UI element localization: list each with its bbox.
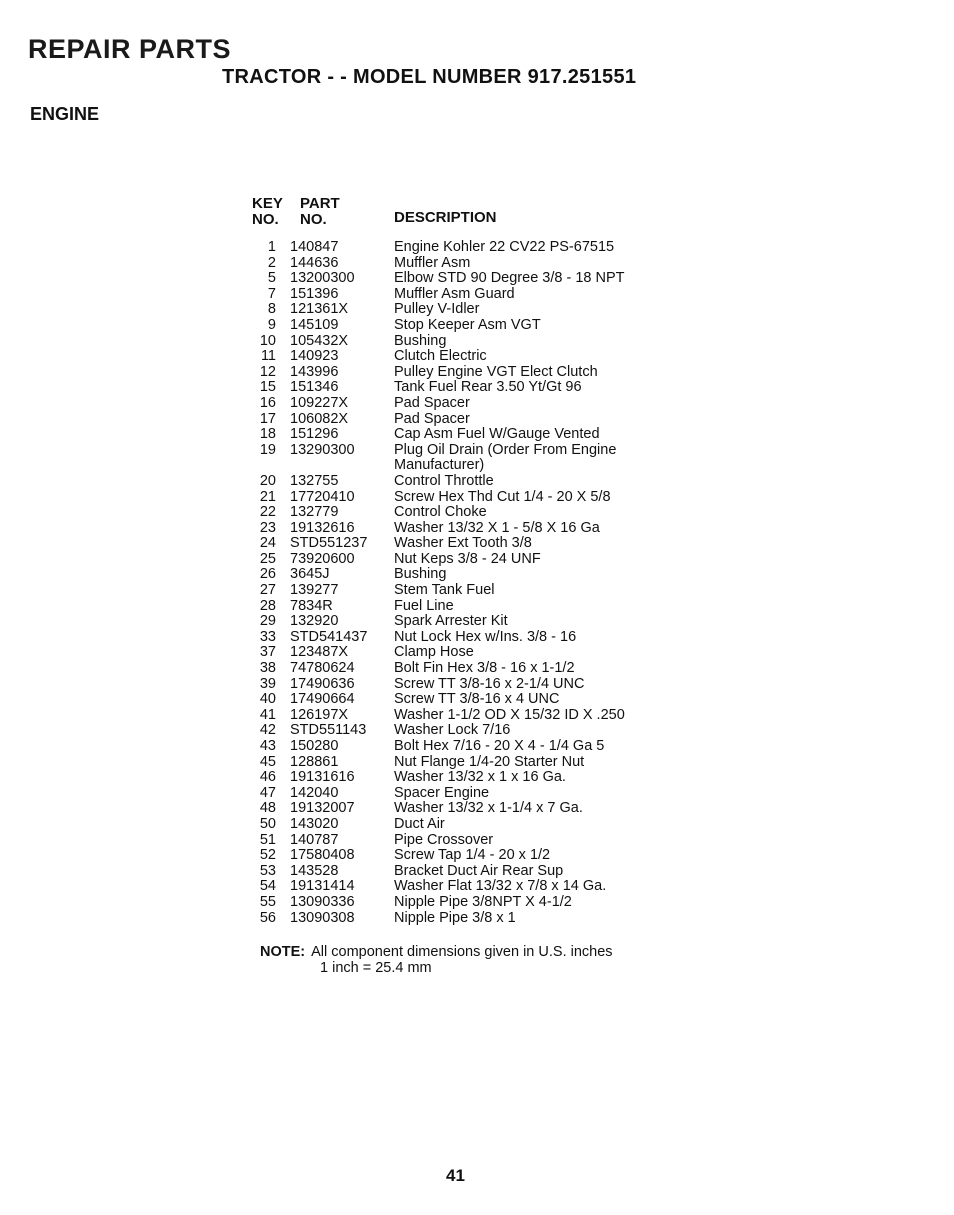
table-row (252, 708, 672, 724)
description-line: Fuel Line (394, 597, 454, 614)
part-description (386, 692, 672, 708)
part-header-line1: PART (300, 195, 340, 212)
table-row (252, 911, 672, 927)
table-row (252, 443, 672, 474)
part-number: 143996 (290, 363, 339, 380)
table-row (252, 895, 672, 911)
description-line: Bolt Hex 7/16 - 20 X 4 - 1/4 Ga 5 (394, 738, 605, 754)
key-number: 2 (267, 254, 276, 271)
description-line: Spark Arrester Kit (394, 613, 508, 630)
key-header-line1: KEY (252, 195, 283, 212)
part-number: 7834R (290, 597, 333, 614)
key-number: 8 (267, 301, 276, 318)
key-number: 41 (259, 706, 276, 723)
key-number: 46 (259, 769, 276, 786)
part-number: 151396 (290, 285, 339, 302)
table-row (252, 521, 672, 537)
table-row (252, 396, 672, 412)
part-number: 143528 (290, 862, 339, 879)
part-description (386, 755, 672, 771)
key-no-header (252, 196, 292, 228)
description-line: Nut Lock Hex w/Ins. 3/8 - 16 (394, 628, 577, 645)
part-description (386, 786, 672, 802)
part-number: 145109 (290, 316, 339, 333)
description-line: Pad Spacer (394, 410, 470, 427)
table-row (252, 833, 672, 849)
key-number: 12 (259, 363, 276, 380)
part-description (386, 302, 672, 318)
table-row (252, 864, 672, 880)
table-row (252, 692, 672, 708)
description-line: Control Choke (394, 504, 487, 521)
table-row (252, 630, 672, 646)
part-description (386, 256, 672, 272)
key-number: 29 (259, 613, 276, 630)
key-number: 22 (259, 504, 276, 521)
part-description (386, 427, 672, 443)
part-description (386, 396, 672, 412)
part-description (386, 599, 672, 615)
part-number: 74780624 (290, 660, 355, 677)
part-number: 132920 (290, 613, 339, 630)
table-row (252, 474, 672, 490)
table-body (252, 240, 672, 926)
part-number: 132755 (290, 472, 339, 489)
key-number: 47 (259, 784, 276, 801)
description-line: Spacer Engine (394, 784, 490, 801)
model-subtitle: TRACTOR - - MODEL NUMBER 917.251551 (222, 66, 637, 88)
part-number: 144636 (290, 254, 339, 271)
part-description (386, 661, 672, 677)
key-number: 24 (259, 535, 276, 552)
parts-table (252, 196, 672, 926)
part-number: 105432X (290, 332, 349, 349)
key-number: 20 (259, 472, 276, 489)
key-number: 52 (259, 847, 276, 864)
description-line: Elbow STD 90 Degree 3/8 - 18 NPT (394, 270, 625, 287)
part-number: 13090336 (290, 893, 355, 910)
key-number: 17 (259, 410, 276, 427)
part-description (386, 412, 672, 428)
description-line: Clamp Hose (394, 644, 474, 661)
key-number: 33 (259, 628, 276, 645)
table-row (252, 677, 672, 693)
table-row (252, 645, 672, 661)
part-number: STD551143 (290, 722, 367, 739)
part-description (386, 848, 672, 864)
part-description (386, 817, 672, 833)
key-number: 25 (259, 550, 276, 567)
part-description (386, 287, 672, 303)
part-description (386, 349, 672, 365)
key-number: 10 (259, 332, 276, 349)
table-row (252, 536, 672, 552)
description-line: Control Throttle (394, 472, 494, 489)
description-line: Screw TT 3/8-16 x 2-1/4 UNC (394, 675, 585, 692)
part-number: 13090308 (290, 909, 355, 926)
key-number: 5 (267, 270, 276, 287)
part-description (386, 645, 672, 661)
part-description (386, 739, 672, 755)
table-row (252, 770, 672, 786)
part-number: 17720410 (290, 488, 355, 505)
part-number: 128861 (290, 753, 339, 770)
part-description (386, 614, 672, 630)
part-description (386, 879, 672, 895)
key-number: 7 (267, 285, 276, 302)
key-number: 18 (259, 426, 276, 443)
table-row (252, 380, 672, 396)
key-number: 1 (267, 239, 276, 255)
table-row (252, 755, 672, 771)
part-number: 140923 (290, 348, 339, 365)
part-description (386, 365, 672, 381)
description-line: Muffler Asm Guard (394, 285, 515, 302)
table-row (252, 739, 672, 755)
part-number: 17490636 (290, 675, 355, 692)
part-description (386, 677, 672, 693)
table-row (252, 567, 672, 583)
table-row (252, 287, 672, 303)
description-line: Washer Ext Tooth 3/8 (394, 535, 532, 552)
part-number: 73920600 (290, 550, 355, 567)
key-number: 53 (259, 862, 276, 879)
description-line: Nipple Pipe 3/8NPT X 4-1/2 (394, 893, 572, 910)
description-line: Pad Spacer (394, 394, 470, 411)
table-row (252, 723, 672, 739)
part-number: 109227X (290, 394, 349, 411)
description-line: Engine Kohler 22 CV22 PS-67515 (394, 239, 615, 255)
key-number: 11 (260, 348, 276, 365)
description-line: Stop Keeper Asm VGT (394, 316, 541, 333)
part-description (386, 474, 672, 490)
part-number: 143020 (290, 815, 339, 832)
part-number: 126197X (290, 706, 349, 723)
part-number: 151346 (290, 379, 339, 396)
description-line: Pipe Crossover (394, 831, 494, 848)
description-line: Washer 13/32 x 1-1/4 x 7 Ga. (394, 800, 583, 817)
table-row (252, 817, 672, 833)
part-number: 132779 (290, 504, 339, 521)
key-number: 21 (259, 488, 276, 505)
description-line: Bolt Fin Hex 3/8 - 16 x 1-1/2 (394, 660, 575, 677)
part-description (386, 911, 672, 927)
table-row (252, 490, 672, 506)
part-description (386, 770, 672, 786)
part-number: 19132616 (290, 519, 355, 536)
key-number: 16 (259, 394, 276, 411)
description-line: Washer 13/32 X 1 - 5/8 X 16 Ga (394, 519, 600, 536)
part-no-header (300, 196, 370, 228)
part-description (386, 318, 672, 334)
description-header: DESCRIPTION (394, 209, 497, 226)
part-number: 151296 (290, 426, 339, 443)
table-row (252, 614, 672, 630)
part-number: 106082X (290, 410, 349, 427)
part-number: 13200300 (290, 270, 355, 287)
table-row (252, 801, 672, 817)
part-description (386, 490, 672, 506)
part-number: 13290300 (290, 441, 355, 458)
description-line: Muffler Asm (394, 254, 471, 271)
part-description (386, 552, 672, 568)
part-number: 123487X (290, 644, 349, 661)
description-line: Cap Asm Fuel W/Gauge Vented (394, 426, 600, 443)
part-description (386, 380, 672, 396)
key-number: 50 (259, 815, 276, 832)
description-line-continued: Manufacturer) (394, 457, 485, 474)
part-number: 150280 (290, 738, 339, 754)
part-description (386, 443, 672, 474)
page-number: 41 (446, 1166, 465, 1185)
key-number: 56 (259, 909, 276, 926)
description-line: Nut Keps 3/8 - 24 UNF (394, 550, 541, 567)
description-line: Screw Hex Thd Cut 1/4 - 20 X 5/8 (394, 488, 611, 505)
part-number: 17490664 (290, 691, 355, 708)
table-row (252, 334, 672, 350)
key-number: 37 (259, 644, 276, 661)
description-line: Washer 13/32 x 1 x 16 Ga. (394, 769, 566, 786)
page-title: REPAIR PARTS (28, 34, 232, 64)
description-line: Bushing (394, 566, 447, 583)
part-description (386, 583, 672, 599)
key-number: 39 (259, 675, 276, 692)
part-description (386, 567, 672, 583)
key-number: 26 (259, 566, 276, 583)
key-number: 54 (259, 878, 276, 895)
part-description (386, 334, 672, 350)
table-row (252, 583, 672, 599)
part-number: STD541437 (290, 628, 368, 645)
table-row (252, 505, 672, 521)
table-row (252, 599, 672, 615)
part-description (386, 833, 672, 849)
part-number: 140847 (290, 239, 339, 255)
table-row (252, 661, 672, 677)
table-row (252, 271, 672, 287)
description-line: Pulley Engine VGT Elect Clutch (394, 363, 598, 380)
table-row (252, 302, 672, 318)
key-number: 38 (259, 660, 276, 677)
part-description (386, 521, 672, 537)
table-header (252, 196, 672, 232)
section-heading: ENGINE (30, 104, 100, 124)
table-row (252, 412, 672, 428)
part-number: 19132007 (290, 800, 355, 817)
description-line: Washer 1-1/2 OD X 15/32 ID X .250 (394, 706, 625, 723)
part-number: 121361X (290, 301, 349, 318)
part-description (386, 801, 672, 817)
part-description (386, 708, 672, 724)
key-number: 48 (259, 800, 276, 817)
part-number: 3645J (290, 566, 330, 583)
description-line: Duct Air (394, 815, 445, 832)
description-line: Bushing (394, 332, 447, 349)
description-line: Nipple Pipe 3/8 x 1 (394, 909, 516, 926)
description-line: Bracket Duct Air Rear Sup (394, 862, 564, 879)
table-row (252, 427, 672, 443)
part-number: STD551237 (290, 535, 368, 552)
description-line: Screw Tap 1/4 - 20 x 1/2 (394, 847, 551, 864)
key-header-line2: NO. (252, 211, 279, 228)
description-line: Tank Fuel Rear 3.50 Yt/Gt 96 (394, 379, 582, 396)
part-number: 19131616 (290, 769, 355, 786)
table-row (252, 256, 672, 272)
description-line: Pulley V-Idler (394, 301, 480, 318)
table-row (252, 786, 672, 802)
description-line: Nut Flange 1/4-20 Starter Nut (394, 753, 585, 770)
note-text-line1: All component dimensions given in U.S. inches (311, 944, 613, 960)
key-number: 28 (259, 597, 276, 614)
table-row (252, 318, 672, 334)
description-line: Plug Oil Drain (Order From Engine (394, 441, 617, 458)
description-line: Screw TT 3/8-16 x 4 UNC (394, 691, 560, 708)
part-description (386, 271, 672, 287)
part-description (386, 630, 672, 646)
part-header-line2: NO. (300, 211, 327, 228)
key-number: 43 (259, 738, 276, 754)
key-number: 19 (259, 441, 276, 458)
key-number: 40 (259, 691, 276, 708)
description-line: Washer Flat 13/32 x 7/8 x 14 Ga. (394, 878, 607, 895)
part-description (386, 864, 672, 880)
part-number: 17580408 (290, 847, 355, 864)
table-row (252, 552, 672, 568)
table-row (252, 879, 672, 895)
description-line: Stem Tank Fuel (394, 582, 495, 599)
key-number: 45 (259, 753, 276, 770)
key-number: 23 (259, 519, 276, 536)
note-text-line2: 1 inch = 25.4 mm (320, 960, 432, 976)
part-description (386, 536, 672, 552)
key-number: 42 (259, 722, 276, 739)
table-row (252, 240, 672, 256)
part-description (386, 895, 672, 911)
description-line: Clutch Electric (394, 348, 487, 365)
table-row (252, 365, 672, 381)
key-number: 9 (267, 316, 276, 333)
part-number: 139277 (290, 582, 339, 599)
part-number: 140787 (290, 831, 339, 848)
part-description (386, 505, 672, 521)
part-description (386, 723, 672, 739)
key-number: 27 (259, 582, 276, 599)
note-label: NOTE: (260, 944, 306, 960)
key-number: 51 (259, 831, 276, 848)
key-number: 15 (259, 379, 276, 396)
part-description (386, 240, 672, 256)
table-row (252, 848, 672, 864)
table-row (252, 349, 672, 365)
key-number: 55 (259, 893, 276, 910)
note-block (260, 944, 613, 976)
description-line: Washer Lock 7/16 (394, 722, 511, 739)
part-number: 19131414 (290, 878, 355, 895)
part-number: 142040 (290, 784, 339, 801)
